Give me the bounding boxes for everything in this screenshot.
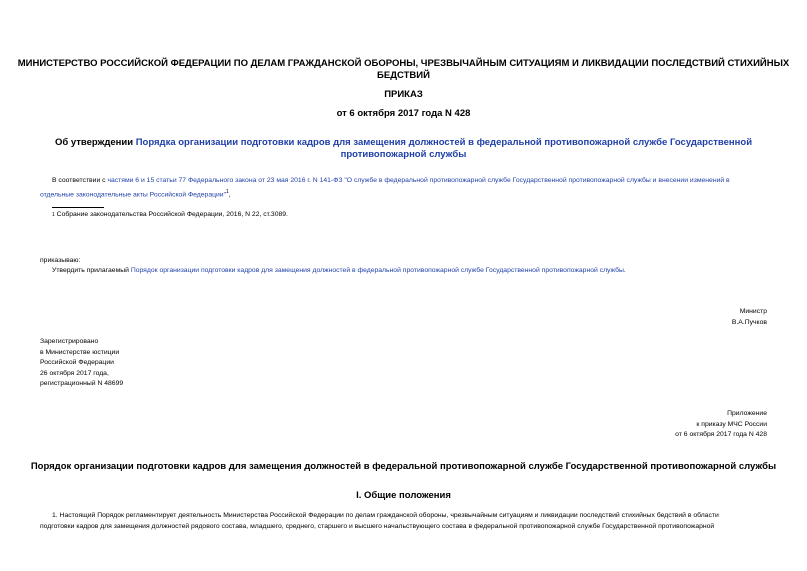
- registration-line: в Министерстве юстиции: [40, 348, 120, 356]
- ministry-title-line1: МИНИСТЕРСТВО РОССИЙСКОЙ ФЕДЕРАЦИИ ПО ДЕЛАМ ГРАЖДАНСКОЙ ОБОРОНЫ, ЧРЕЗВЫЧАЙНЫМ СИТУАЦИЯМ И ЛИКВИДАЦИИ ПОСЛЕДСТВИЙ СТИХИЙНЫХ: [17, 58, 790, 69]
- footnote-number: 1: [52, 212, 55, 218]
- registration-line: Зарегистрировано: [40, 338, 99, 345]
- footnote-text: Собрание законодательства Российской Федерации, 2016, N 22, ст.3089.: [56, 211, 288, 218]
- registration-line: Российской Федерации: [40, 359, 114, 366]
- preamble-law-link-cont[interactable]: отдельные законодательные акты Российской Федерации": [40, 190, 227, 198]
- order-procedure-link[interactable]: Порядок организации подготовки кадров для замещения должностей в федеральной противопожарной службе Государственной противопожарной службы: [130, 267, 624, 274]
- preamble: [40, 176, 770, 200]
- order-item-suffix: .: [623, 267, 626, 274]
- signature-name: В.А.Пучков: [731, 318, 767, 326]
- paragraph-1-line1: 1. Настоящий Порядок регламентирует деятельность Министерства Российской Федерации по делам гражданской обороны, чрезвычайным ситуациям и ликвидации последствий стихийных бедствий в области: [52, 512, 719, 519]
- approval-title: [0, 137, 807, 160]
- ministry-title-line2: БЕДСТВИЙ: [377, 69, 430, 81]
- order-label: приказываю:: [40, 257, 81, 264]
- paragraph-1: [40, 511, 768, 532]
- appendix-line: от 6 октября 2017 года N 428: [675, 431, 767, 438]
- footnote-mark: 1: [226, 188, 229, 195]
- section-heading: I. Общие положения: [356, 490, 451, 501]
- approval-link-line1[interactable]: Порядка организации подготовки кадров для замещения должностей в федеральной противопожарной службе Государственной: [135, 137, 753, 148]
- preamble-start: В соответствии с: [52, 177, 108, 184]
- footnote-separator: [52, 207, 104, 208]
- preamble-end: ,: [228, 190, 231, 198]
- paragraph-1-line2: подготовки кадров для замещения должностей рядового состава, младшего, среднего, старшего и высшего начальствующего состава в федеральной противопожарной службе Государственной противопожарной: [40, 522, 715, 530]
- registration-block: [40, 337, 123, 390]
- approval-prefix: Об утверждении: [54, 137, 136, 148]
- order-item-prefix: Утвердить прилагаемый: [52, 267, 131, 274]
- appendix-line: Приложение: [727, 410, 767, 417]
- procedure-title: Порядок организации подготовки кадров для замещения должностей в федеральной противопожарной службе Государственной противопожарной службы: [30, 461, 777, 472]
- signature: [567, 307, 767, 328]
- order-item: [52, 266, 626, 277]
- registration-line: регистрационный N 48699: [40, 380, 124, 387]
- doc-date: от 6 октября 2017 года N 428: [336, 108, 471, 119]
- appendix-block: [517, 409, 767, 441]
- preamble-law-link[interactable]: частями 6 и 15 статьи 77 Федерального закона от 23 мая 2016 г. N 141-ФЗ "О службе в федеральной противопожарной службе Государственной противопожарной службы и внесении изменений в: [107, 177, 730, 184]
- approval-link-line2[interactable]: противопожарной службы: [340, 148, 467, 160]
- appendix-line: к приказу МЧС России: [696, 420, 767, 428]
- ministry-title: [0, 58, 807, 81]
- signature-position: Министр: [739, 308, 767, 315]
- footnote: [52, 210, 288, 221]
- registration-line: 26 октября 2017 года,: [40, 369, 109, 377]
- doc-type: ПРИКАЗ: [384, 89, 423, 100]
